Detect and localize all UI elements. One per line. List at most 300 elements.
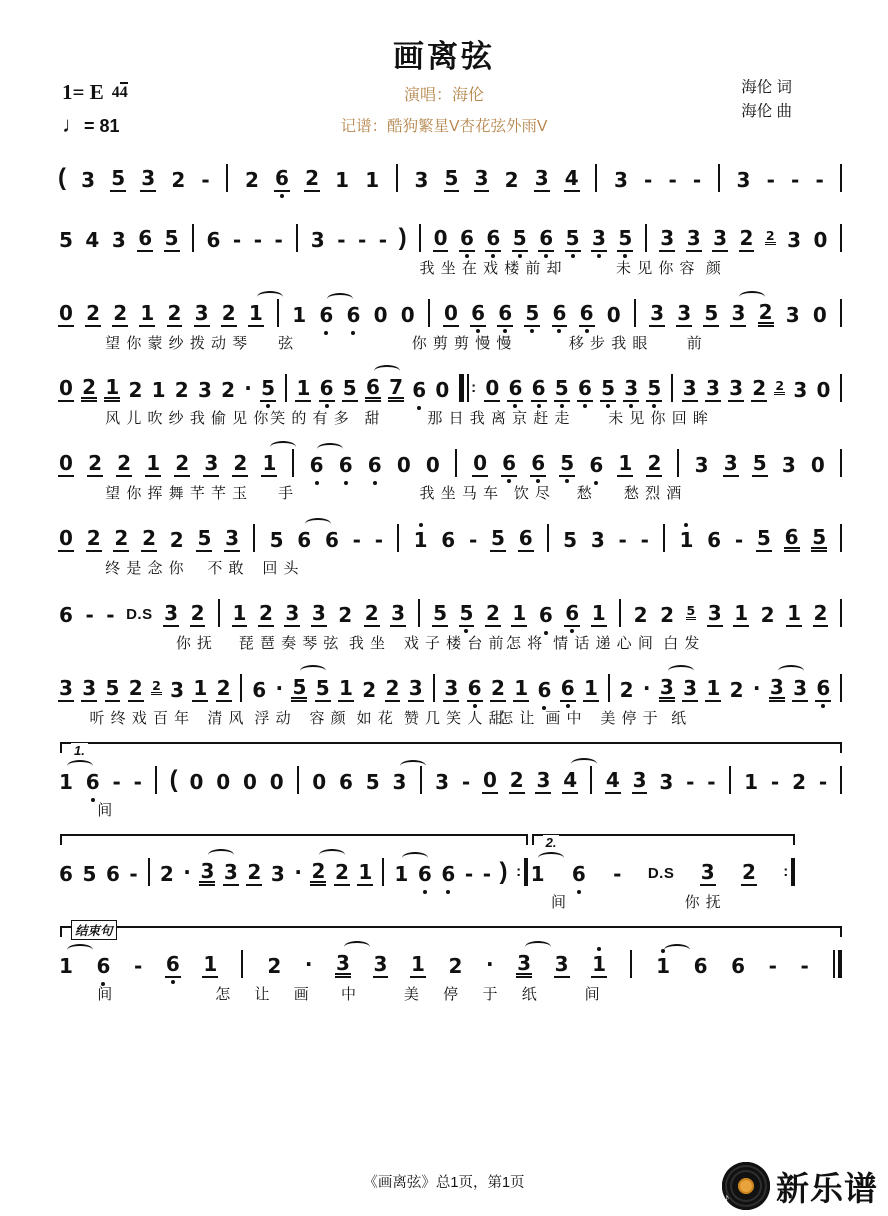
note: 3 [534,166,549,191]
note: 3 [199,861,215,886]
score-token [266,956,282,978]
lyric: 赞 几 笑 人 甜 [403,710,505,728]
score-token [146,858,151,886]
score-token [199,861,215,886]
score-token [164,228,180,252]
score-token [58,678,74,702]
score-token [304,168,320,192]
score-token [309,455,325,477]
note: 0 [816,378,831,403]
score-token [87,453,103,477]
note: 2 [752,376,767,401]
score-token [225,164,230,192]
score-token [490,678,506,702]
note: 6 [552,303,568,327]
note: 6 [365,377,381,402]
volta-bracket [60,742,842,754]
note: 2 [81,377,97,402]
score-token [554,954,570,978]
high-octave-dot [597,947,601,951]
score-token [357,862,373,886]
score-token [552,303,568,327]
score-token [644,224,649,252]
barline [608,674,610,702]
score-token [535,770,551,794]
score-token [758,302,774,327]
score-token [659,605,675,627]
notes-row [58,156,844,192]
score-token [58,230,74,252]
note: 3 [111,228,126,253]
note: 3 [591,228,607,252]
volta-bracket [60,926,842,938]
score-token [518,528,534,552]
score-token [296,530,312,552]
note: 2 [385,676,400,701]
score-token [786,603,802,627]
note: 5 [197,526,212,551]
score-token [137,228,153,252]
note: 3 [197,378,212,403]
lyric: 怎 让 [498,710,536,728]
note: 5 [600,378,616,402]
note: 5 [164,226,179,251]
score-token [275,299,280,327]
lyric: 你 抚 [175,635,214,653]
score-token [203,453,219,477]
augmentation-dot: · [183,860,191,885]
notes-row [58,758,844,794]
score-token [413,170,429,192]
score-token [126,606,153,627]
score-token [133,956,143,978]
score-token [232,453,248,477]
score-token [396,455,412,477]
tie-slur-arc [525,941,551,953]
note: 1 [58,956,74,978]
barline [241,950,243,978]
score-token [410,954,426,978]
note: 2 [167,301,182,326]
score-token [565,228,581,252]
score-token [538,605,554,627]
note: - [613,862,622,887]
augmentation-dot: · [244,376,252,401]
segment-row [58,291,844,355]
tie-slur-arc [664,944,690,956]
barline [590,766,592,794]
segment-row [58,366,844,430]
note: 2 [760,603,775,628]
score-token [756,528,772,552]
score-token [736,170,752,192]
note: 1 [335,168,350,193]
score-token [425,455,441,477]
score-token [284,603,300,627]
barline [297,766,299,794]
note: 0 [433,226,448,251]
score-token [399,226,407,252]
lyric: 清 风 [207,710,245,728]
note: - [707,770,716,795]
note: 0 [473,451,488,476]
note: 0 [373,303,388,328]
note: - [129,862,138,887]
note: 6 [459,228,475,252]
note: 3 [270,862,285,887]
note: 6 [731,954,746,979]
score-token [128,864,138,886]
score-token [151,677,162,703]
barline [419,224,421,252]
score-token [516,953,532,978]
note: 6 [485,228,501,252]
score-token [127,380,143,402]
score-token [159,864,175,886]
score-token [751,378,767,402]
score-token [443,303,459,327]
score-token [613,170,629,192]
score-token [600,378,616,402]
lyric: 望 你 蒙 纱 拨 动 琴 [105,335,249,353]
note: 2 [175,451,190,476]
barline [634,299,636,327]
note: 2 [174,378,189,403]
note: 5 [365,770,380,795]
score-token [655,956,671,978]
score-token [712,228,728,252]
score-segment [58,591,844,655]
score-token [813,230,829,252]
note: 1 [146,451,161,476]
barline [838,950,843,978]
barline [428,299,430,327]
note: 2 [258,601,273,626]
note: 6 [309,455,325,477]
note: 2 [448,954,463,979]
score-token [274,230,284,252]
score-token [642,676,652,702]
note: 2 [171,168,186,193]
lyric: 间 [97,802,114,820]
score-token [145,453,161,477]
note: 3 [723,451,738,476]
note: 1 [140,301,155,326]
note: - [791,168,800,193]
note: 6 [59,603,73,628]
notes-row [58,366,844,402]
note: 1 [292,303,307,328]
note: 6 [815,678,831,702]
tie-slur-arc [571,758,597,770]
score-token [411,380,427,402]
score-token [232,603,248,627]
note: 2 [159,862,174,887]
score-token [291,305,307,327]
volta-label: 2. [543,835,560,850]
score-token [294,224,299,252]
note: 3 [225,526,240,551]
barline [396,164,398,192]
note: 0 [444,301,458,326]
barline [677,449,679,477]
score-token [629,950,634,978]
score-token [815,678,831,702]
score-token [170,170,186,192]
score-token [594,164,599,192]
note: 1 [530,864,546,886]
note: 0 [189,770,204,795]
score-token [112,303,128,327]
note: 3 [408,676,423,701]
note: 2 [114,526,129,551]
score-token [790,170,800,192]
score-token [319,378,335,402]
note: 2 [86,526,101,551]
header-row-1 [0,74,888,121]
note: 1 [104,377,120,402]
lyric: 你 抚 [684,894,722,912]
note: 2 [88,451,102,476]
note: 6 [518,526,533,551]
note: 2 [216,676,231,701]
note: 2 [305,166,320,191]
note: 1 [514,676,529,701]
note: 2 [619,678,634,703]
lyrics-row [58,557,844,580]
score-token [140,168,156,192]
score-token [246,862,262,886]
note: 6 [440,864,456,886]
score-token [643,170,653,192]
barline [292,449,294,477]
note: 2 [334,860,349,885]
score-token [352,530,362,552]
lyrics-row [58,332,844,355]
score-token [270,864,286,886]
score-token [564,168,580,192]
note: - [464,862,474,887]
score-token [174,380,190,402]
note: 3 [81,168,96,193]
score-token [470,303,486,327]
note: 3 [392,772,408,794]
note: - [668,168,677,193]
score-token [393,864,409,886]
note: - [815,168,824,193]
transcriber-credit: 记谱：酷狗繁星V杏花弦外雨V [340,118,548,136]
score-token [464,864,474,886]
score-token [80,170,96,192]
lyric: 纸 [521,986,538,1004]
note: 6 [339,770,353,795]
lyric: 浮 动 [254,710,292,728]
barline [524,858,529,886]
note: 0 [216,770,231,795]
barline [296,224,298,252]
score-token [112,772,122,794]
score-token [730,956,746,978]
score-token [192,678,208,702]
lyric: 未 见 你 容 颜 [616,260,722,278]
score-token [765,227,776,253]
score-token [768,956,778,978]
score-token [685,772,695,794]
note: 3 [785,303,800,328]
lyrics-row [58,891,530,899]
score-token [786,230,802,252]
note: 2 [813,601,828,626]
music-line [58,366,844,430]
score-token [703,303,719,327]
note: 3 [736,168,751,193]
score-token [649,303,665,327]
score-token [361,680,377,702]
note: - [818,770,828,795]
note: 3 [707,601,722,626]
barline [671,374,673,402]
score-token [194,303,210,327]
note: 2 [221,378,236,403]
score-token [215,772,231,794]
dal-segno-mark: D.S [647,865,675,883]
score-token [338,772,354,794]
barline [595,164,597,192]
time-signature: 44 [111,83,128,101]
note: - [644,168,653,193]
note: - [640,528,649,553]
score-token [252,524,257,552]
score-token [261,453,277,477]
score-token [105,678,121,702]
score-segment [58,156,844,205]
score-token [559,453,575,477]
score-token [482,770,498,794]
score-token [791,772,807,794]
score-token [357,230,367,252]
note: 2 [485,601,500,626]
score-token [617,599,622,627]
score-token [530,453,546,477]
score-token [113,528,129,552]
barline [619,599,621,627]
lyric: 让 [254,986,271,1004]
lyric: 中 [340,986,357,1004]
barline [277,299,279,327]
score-token [676,449,681,477]
score-token [623,378,639,402]
repeat-dots: : [516,863,522,881]
score-token [545,524,550,552]
score-token [392,772,408,794]
note: - [253,228,263,253]
note: 6 [784,527,800,552]
score-token [606,305,622,327]
score-token [304,952,314,978]
music-line [58,441,844,505]
note: 6 [470,303,486,327]
note: 2 [729,678,744,703]
lyrics-row [58,407,844,430]
score-token [81,864,97,886]
score-token [85,303,101,327]
score-token [766,170,776,192]
score-token [242,772,258,794]
score-token [116,453,132,477]
score-token [839,524,844,552]
note: 2 [247,860,262,885]
score-token [258,603,274,627]
score-token [174,453,190,477]
score-token [769,677,785,702]
note: 3 [677,301,692,326]
score-token [434,772,450,794]
note: 1 [591,601,606,626]
segment-row [58,216,844,280]
note: - [800,954,809,979]
note: 3 [769,677,785,702]
score-token [500,860,508,886]
score-token [459,603,475,627]
note: - [374,528,384,553]
note: 3 [730,303,746,327]
note: 6 [571,864,587,886]
score-token [782,858,797,886]
note: - [692,168,702,193]
score-token [612,864,622,886]
barline [840,224,842,252]
score-segment [58,833,530,914]
note: - [734,528,744,553]
score-token [141,528,157,552]
volta-bracket [60,834,528,846]
tie-slur-arc [67,944,93,956]
barline [630,950,632,978]
lyrics-row [58,257,844,280]
note: 1 [411,952,425,977]
lyric: 美 停 于 [600,710,659,728]
score-token [497,303,513,327]
score-token [220,380,236,402]
score-token [434,380,450,402]
note: 2 [113,301,128,326]
score-segment [58,741,844,822]
score-token [315,678,331,702]
note: 1 [248,303,264,327]
note: 3 [194,301,209,326]
score-token [490,528,506,552]
augmentation-dot: · [485,952,494,977]
note: 6 [560,678,576,702]
score-token [730,303,746,327]
grace-note: 2 [774,380,785,396]
note: 0 [435,378,450,403]
score-token [364,603,380,627]
note: 5 [269,528,284,553]
score-token [454,449,459,477]
note: 7 [388,377,404,402]
score-token [365,377,381,402]
score-token [694,455,710,477]
note: 2 [490,676,505,701]
segment-row [58,666,844,730]
score-segment [58,516,844,580]
score-token [781,455,797,477]
score-token [295,766,300,794]
note: 5 [342,376,357,401]
note: 5 [559,453,575,477]
score-token [733,603,749,627]
